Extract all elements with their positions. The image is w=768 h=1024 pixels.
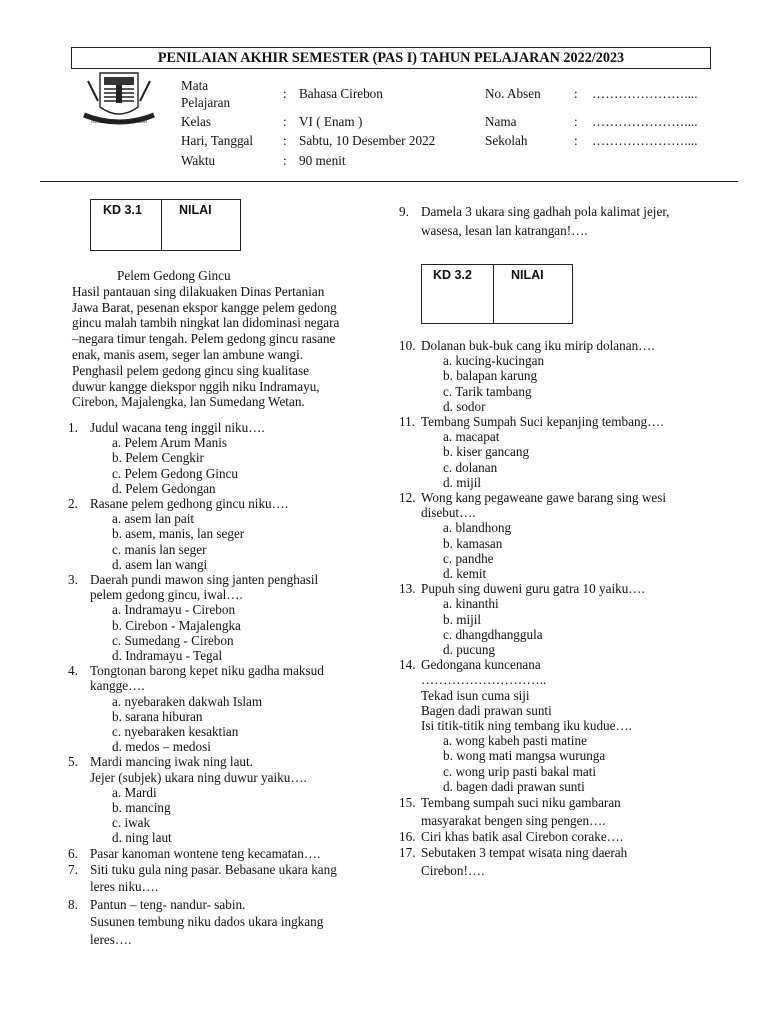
question-number: 9. (399, 204, 409, 219)
question-number: 17. (399, 845, 416, 861)
answer-option[interactable]: c. wong urip pasti bakal mati (443, 763, 597, 779)
colon: : (283, 114, 287, 129)
passage-title: Pelem Gedong Gincu (117, 268, 231, 283)
question-10 (399, 338, 744, 414)
question-text: disebut…. (421, 505, 476, 521)
value-hari-tanggal: Sabtu, 10 Desember 2022 (299, 133, 436, 148)
answer-option[interactable]: d. mijil (443, 474, 482, 490)
question-number: 3. (68, 572, 78, 588)
passage-line: gincu malah tambih ningkat lan didominasi negara (72, 315, 340, 331)
question-number: 14. (399, 657, 416, 673)
question-text: Tembang sumpah suci niku gambaran (421, 795, 621, 811)
answer-option[interactable]: b. kamasan (443, 535, 503, 551)
answer-option[interactable]: d. medos – medosi (112, 739, 211, 755)
question-12 (399, 490, 744, 581)
kd-3-2-score-box[interactable] (421, 264, 573, 324)
answer-option[interactable]: d. sodor (443, 398, 486, 414)
question-text: Mardi mancing iwak ning laut. (90, 754, 253, 770)
question-text: Pasar kanoman wontene teng kecamatan…. (90, 845, 321, 861)
question-number: 8. (68, 896, 78, 912)
question-text: Judul wacana teng inggil niku…. (90, 420, 265, 435)
answer-option[interactable]: d. ning laut (112, 830, 172, 846)
question-number: 11. (399, 414, 415, 430)
question-text: Cirebon!…. (421, 862, 485, 878)
question-4 (68, 663, 388, 754)
answer-option[interactable]: c. pandhe (443, 550, 494, 566)
answer-option[interactable]: a. Mardi (112, 784, 157, 800)
question-text: Susunen tembung niku dados ukara ingkang (90, 914, 324, 930)
value-mata-pelajaran: Bahasa Cirebon (299, 86, 383, 101)
passage-line: Hasil pantauan sing dilakuaken Dinas Pertanian (72, 283, 325, 299)
reading-passage (72, 268, 392, 410)
label-no-absen: No. Absen (485, 86, 541, 101)
question-2 (68, 496, 388, 572)
label-nama: Nama (485, 114, 517, 129)
question-text: Damela 3 ukara sing gadhah pola kalimat jejer, (421, 204, 670, 219)
answer-option[interactable]: a. nyebaraken dakwah Islam (112, 693, 263, 709)
answer-option[interactable]: a. blandhong (443, 520, 512, 536)
answer-option[interactable]: d. Pelem Gedongan (112, 480, 216, 496)
question-text: Wong kang pegaweane gawe barang sing wesi (421, 490, 667, 506)
question-9 (399, 202, 744, 240)
answer-option[interactable]: d. pucung (443, 642, 496, 658)
answer-option[interactable]: b. wong mati mangsa wurunga (443, 748, 606, 764)
answer-option[interactable]: a. macapat (443, 429, 500, 445)
question-number: 12. (399, 490, 416, 506)
question-text: Jejer (subjek) ukara ning duwur yaiku…. (90, 769, 307, 785)
question-text: pelem gedong gincu, iwal…. (90, 587, 243, 603)
answer-option[interactable]: b. mancing (112, 800, 171, 816)
passage-line: enak, manis asem, seger lan ambune wangi. (72, 346, 304, 362)
answer-option[interactable]: a. kinanthi (443, 596, 499, 612)
answer-option[interactable]: b. balapan karung (443, 368, 538, 384)
value-no-absen[interactable]: ………………….... (592, 86, 698, 101)
question-number: 4. (68, 663, 78, 679)
question-17 (399, 844, 744, 879)
colon: : (283, 133, 287, 148)
question-1 (68, 420, 388, 496)
answer-option[interactable]: c. dhangdhanggula (443, 626, 543, 642)
question-text: Dolanan buk-buk cang iku mirip dolanan…. (421, 338, 655, 353)
header-divider (40, 181, 738, 182)
answer-option[interactable]: c. Pelem Gedong Gincu (112, 465, 238, 481)
question-8 (68, 896, 388, 949)
answer-option[interactable]: b. asem, manis, lan seger (112, 526, 245, 542)
value-sekolah[interactable]: ………………….... (592, 133, 698, 148)
question-15 (399, 794, 744, 829)
question-5 (68, 754, 388, 845)
question-text: Pantun – teng- nandur- sabin. (90, 896, 246, 912)
question-number: 7. (68, 861, 78, 877)
colon: : (574, 133, 578, 148)
question-text: Isi titik-titik ning tembang iku kudue…. (421, 718, 632, 734)
question-3 (68, 572, 388, 663)
question-text: Rasane pelem gedhong gincu niku…. (90, 496, 289, 512)
value-waktu: 90 menit (299, 153, 346, 168)
question-number: 16. (399, 829, 416, 845)
question-text: Gedongana kuncenana (421, 657, 541, 673)
kd-label: KD 3.1 (103, 203, 142, 217)
kd-label: KD 3.2 (433, 268, 472, 282)
question-6 (68, 846, 388, 861)
answer-option[interactable]: b. Cirebon - Majalengka (112, 617, 241, 633)
question-16 (399, 829, 744, 844)
question-text: leres…. (90, 931, 132, 947)
value-kelas: VI ( Enam ) (299, 114, 363, 129)
question-text: Tongtonan barong kepet niku gadha maksud (90, 663, 324, 679)
question-number: 6. (68, 845, 78, 861)
passage-line: Cirebon, Majalengka, lan Sumedang Wetan. (72, 394, 305, 410)
question-number: 10. (399, 338, 416, 353)
label-waktu: Waktu (181, 153, 216, 168)
question-number: 13. (399, 581, 416, 597)
question-number: 5. (68, 754, 78, 770)
value-nama[interactable]: ………………….... (592, 114, 698, 129)
label-pelajaran: Pelajaran (181, 95, 231, 110)
question-13 (399, 581, 744, 657)
answer-option[interactable]: a. Indramayu - Cirebon (112, 602, 236, 618)
label-kelas: Kelas (181, 114, 212, 129)
question-text: ……………………….. (421, 672, 547, 688)
cirebon-emblem-logo (80, 71, 158, 133)
colon: : (574, 86, 578, 101)
question-text: kangge…. (90, 678, 145, 694)
answer-option[interactable]: c. manis lan seger (112, 541, 207, 557)
label-hari-tanggal: Hari, Tanggal (181, 133, 254, 148)
answer-option[interactable]: a. Pelem Arum Manis (112, 435, 228, 451)
question-number: 2. (68, 496, 78, 512)
answer-option[interactable]: b. kiser gancang (443, 444, 530, 460)
kd-3-1-score-box[interactable] (90, 199, 241, 251)
colon: : (574, 114, 578, 129)
answer-option[interactable]: c. Sumedang - Cirebon (112, 632, 234, 648)
question-14 (399, 657, 744, 794)
question-text: Ciri khas batik asal Cirebon corake…. (421, 829, 624, 845)
colon: : (283, 86, 287, 101)
passage-line: –negara timur tengah. Pelem gedong gincu rasane (72, 331, 336, 347)
question-text: Bagen dadi prawan sunti (421, 702, 552, 718)
passage-line: Penghasil pelem gedong gincu sing kualitase (72, 362, 309, 378)
label-sekolah: Sekolah (485, 133, 528, 148)
question-text: Daerah pundi mawon sing janten penghasil (90, 572, 319, 588)
question-number: 1. (68, 420, 78, 435)
answer-option[interactable]: b. sarana hiburan (112, 708, 203, 724)
answer-option[interactable]: c. iwak (112, 815, 151, 831)
answer-option[interactable]: c. dolanan (443, 459, 498, 475)
question-text: Tekad isun cuma siji (421, 687, 530, 703)
question-text: leres niku…. (90, 879, 159, 895)
question-text: Pupuh sing duweni guru gatra 10 yaiku…. (421, 581, 645, 597)
question-text: wasesa, lesan lan katrangan!…. (421, 223, 588, 238)
passage-line: duwur kangge diekspor nggih niku Indramayu, (72, 378, 320, 394)
passage-line: Jawa Barat, pesenan ekspor kangge pelem gedong (72, 299, 337, 315)
logo-motto: GEMAH RIPAH LOH JINAWI (91, 119, 147, 124)
answer-option[interactable]: d. bagen dadi prawan sunti (443, 778, 585, 794)
answer-option[interactable]: a. kucing-kucingan (443, 353, 545, 369)
answer-option[interactable]: a. asem lan pait (112, 511, 195, 527)
question-7 (68, 861, 388, 896)
answer-option[interactable]: c. Tarik tambang (443, 383, 532, 399)
nilai-label: NILAI (511, 268, 544, 282)
answer-option[interactable]: d. asem lan wangi (112, 556, 208, 572)
answer-option[interactable]: d. kemit (443, 566, 487, 582)
question-text: masyarakat bengen sing pengen…. (421, 812, 606, 828)
questions-left-column (68, 420, 388, 948)
answer-option[interactable]: c. nyebaraken kesaktian (112, 724, 239, 740)
answer-option[interactable]: a. wong kabeh pasti matine (443, 733, 587, 749)
question-text: Siti tuku gula ning pasar. Bebasane ukara kang (90, 861, 337, 877)
answer-option[interactable]: b. Pelem Cengkir (112, 450, 204, 466)
answer-option[interactable]: d. Indramayu - Tegal (112, 648, 223, 664)
question-number: 15. (399, 795, 416, 811)
colon: : (283, 153, 287, 168)
answer-option[interactable]: b. mijil (443, 611, 482, 627)
exam-title: PENILAIAN AKHIR SEMESTER (PAS I) TAHUN PELAJARAN 2022/2023 (71, 47, 711, 69)
questions-right-column (399, 338, 744, 879)
nilai-label: NILAI (179, 203, 212, 217)
question-text: Tembang Sumpah Suci kepanjing tembang…. (421, 414, 664, 430)
label-mata: Mata (181, 78, 209, 93)
question-11 (399, 414, 744, 490)
question-text: Sebutaken 3 tempat wisata ning daerah (421, 845, 628, 861)
